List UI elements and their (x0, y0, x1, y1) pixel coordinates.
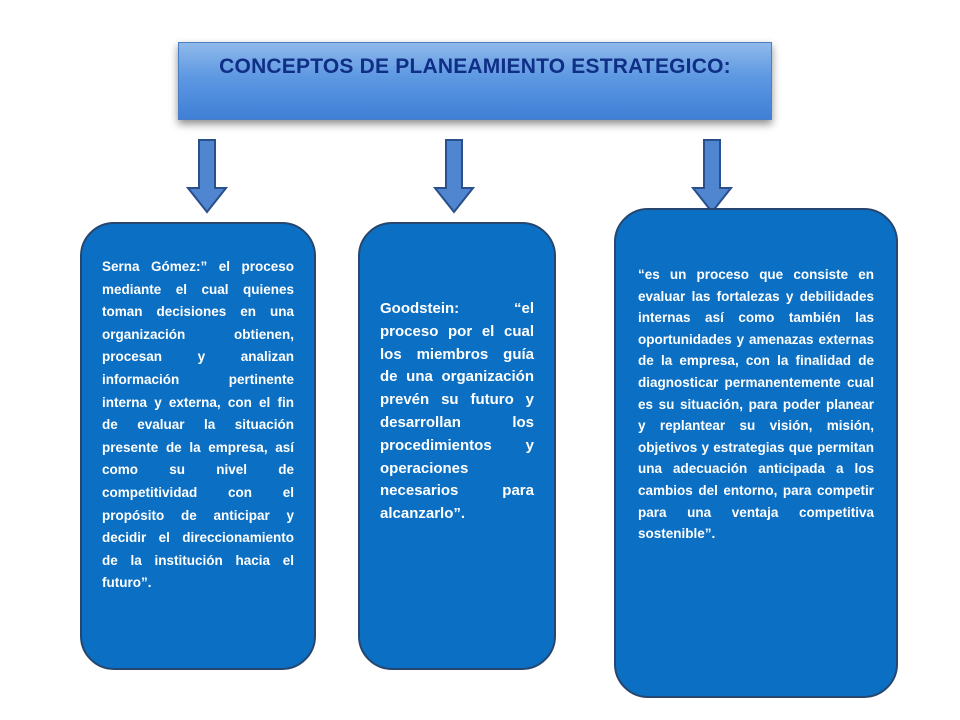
down-arrow-icon-right (691, 138, 733, 214)
down-arrow-icon-left (186, 138, 228, 214)
definition-card-serna-gomez (80, 222, 316, 670)
definition-text-serna-gomez: Serna Gómez:” el proceso mediante el cual quienes toman decisiones en una organización obtienen, procesan y analizan información pertinente interna y externa, con el fin de evaluar la situación presente de la empresa, así como su nivel de competitividad con el propósito de anticipar y decidir el direccionamiento de la institución hacia el futuro”. (102, 259, 294, 591)
title-box (178, 42, 772, 120)
definition-card-goodstein (358, 222, 556, 670)
definition-text-general: “es un proceso que consiste en evaluar las fortalezas y debilidades internas así como también las oportunidades y amenazas externas de la empresa, con la finalidad de diagnosticar permanentemente cual es su situación, para poder planear y replantear su visión, misión, objetivos y estrategias que permitan una adecuación anticipada a los cambios del entorno, para competir para una ventaja competitiva sostenible”. (638, 267, 874, 542)
down-arrow-icon-center (433, 138, 475, 214)
definition-card-general (614, 208, 898, 698)
definition-text-goodstein: Goodstein: “el proceso por el cual los miembros guía de una organización prevén su futuro y desarrollan los procedimientos y operaciones necesarios para alcanzarlo”. (380, 300, 534, 523)
diagram-title: CONCEPTOS DE PLANEAMIENTO ESTRATEGICO: (219, 55, 731, 78)
